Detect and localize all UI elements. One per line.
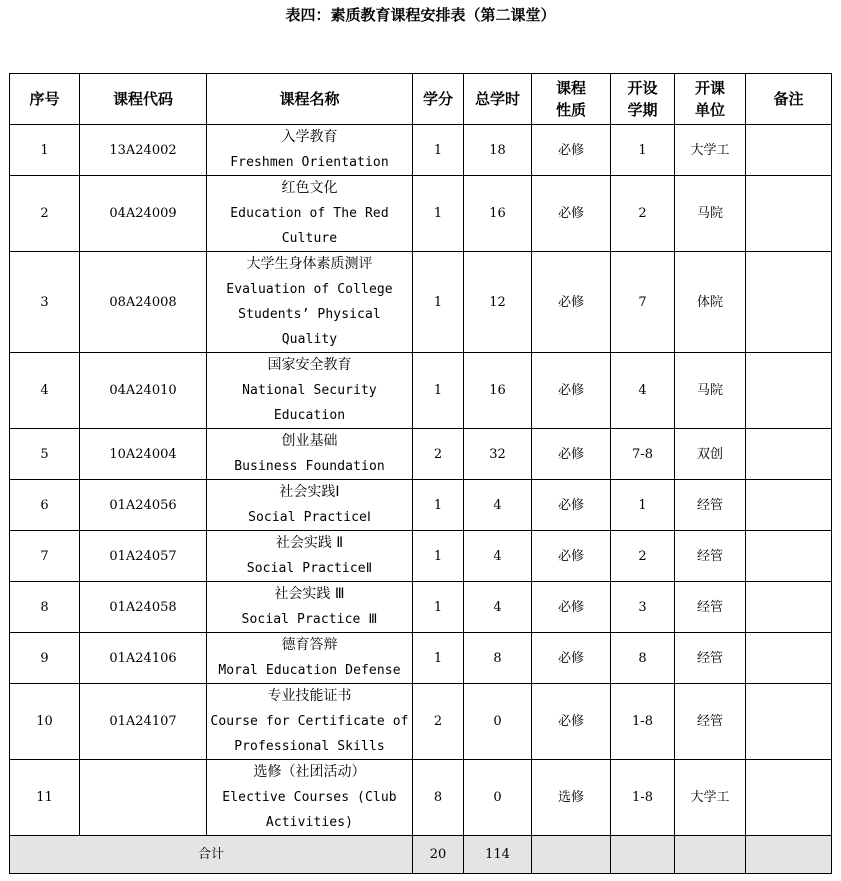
course-name-zh: 创业基础 xyxy=(281,433,338,449)
course-name-zh: 社会实践 Ⅲ xyxy=(274,586,345,602)
cell-code: 01A24107 xyxy=(80,684,207,760)
cell-remark xyxy=(746,252,832,353)
cell-credit: 1 xyxy=(413,252,464,353)
course-name-en: National Security Education xyxy=(242,383,377,423)
header-remark: 备注 xyxy=(746,74,832,125)
table-row xyxy=(10,353,832,429)
cell-nature: 必修 xyxy=(532,633,611,684)
cell-name xyxy=(207,480,413,531)
cell-hours: 16 xyxy=(464,176,532,252)
cell-remark xyxy=(746,429,832,480)
cell-seq: 6 xyxy=(10,480,80,531)
cell-remark xyxy=(746,176,832,252)
cell-remark xyxy=(746,480,832,531)
cell-code: 04A24010 xyxy=(80,353,207,429)
header-nature-line1: 课程 xyxy=(555,79,586,97)
cell-dept: 经管 xyxy=(675,480,746,531)
table-row xyxy=(10,252,832,353)
course-name-en: Evaluation of College Students’ Physical Quality xyxy=(226,282,393,347)
cell-code: 13A24002 xyxy=(80,125,207,176)
cell-term: 7 xyxy=(611,252,675,353)
table-row xyxy=(10,633,832,684)
cell-term: 1 xyxy=(611,125,675,176)
cell-term: 1 xyxy=(611,480,675,531)
cell-dept: 体院 xyxy=(675,252,746,353)
cell-dept: 马院 xyxy=(675,176,746,252)
course-table xyxy=(9,73,832,874)
cell-seq: 2 xyxy=(10,176,80,252)
cell-seq: 9 xyxy=(10,633,80,684)
cell-hours: 12 xyxy=(464,252,532,353)
cell-term: 8 xyxy=(611,633,675,684)
course-name-zh: 国家安全教育 xyxy=(267,357,352,373)
cell-name xyxy=(207,176,413,252)
table-row xyxy=(10,531,832,582)
cell-credit: 1 xyxy=(413,531,464,582)
cell-nature: 必修 xyxy=(532,531,611,582)
cell-credit: 1 xyxy=(413,176,464,252)
cell-nature: 必修 xyxy=(532,353,611,429)
course-name-en: Business Foundation xyxy=(234,459,385,474)
cell-credit: 1 xyxy=(413,353,464,429)
cell-nature: 必修 xyxy=(532,125,611,176)
cell-credit: 1 xyxy=(413,480,464,531)
total-label: 合计 xyxy=(10,836,413,874)
course-name-en: Moral Education Defense xyxy=(218,663,401,678)
cell-seq: 5 xyxy=(10,429,80,480)
cell-name xyxy=(207,252,413,353)
course-name-zh: 社会实践Ⅰ xyxy=(279,484,340,500)
table-row xyxy=(10,125,832,176)
cell-nature: 必修 xyxy=(532,684,611,760)
cell-seq: 4 xyxy=(10,353,80,429)
course-name-zh: 选修（社团活动） xyxy=(253,764,366,780)
course-name-en: Education of The Red Culture xyxy=(230,206,389,246)
cell-credit: 1 xyxy=(413,582,464,633)
table-row xyxy=(10,582,832,633)
header-dept xyxy=(675,74,746,125)
total-hours: 114 xyxy=(464,836,532,874)
total-credit: 20 xyxy=(413,836,464,874)
table-row xyxy=(10,760,832,836)
cell-credit: 2 xyxy=(413,684,464,760)
course-name-en: Freshmen Orientation xyxy=(230,155,389,170)
cell-name xyxy=(207,125,413,176)
total-nature xyxy=(532,836,611,874)
cell-dept: 马院 xyxy=(675,353,746,429)
cell-dept: 经管 xyxy=(675,531,746,582)
header-nature xyxy=(532,74,611,125)
course-name-zh: 专业技能证书 xyxy=(267,688,352,704)
cell-term: 4 xyxy=(611,353,675,429)
cell-term: 3 xyxy=(611,582,675,633)
cell-nature: 选修 xyxy=(532,760,611,836)
table-row xyxy=(10,480,832,531)
cell-term: 7-8 xyxy=(611,429,675,480)
header-credit: 学分 xyxy=(413,74,464,125)
table-row xyxy=(10,429,832,480)
cell-seq: 3 xyxy=(10,252,80,353)
cell-credit: 1 xyxy=(413,633,464,684)
cell-hours: 32 xyxy=(464,429,532,480)
header-term-line2: 学期 xyxy=(627,101,658,119)
header-term-line1: 开设 xyxy=(627,79,658,97)
cell-code: 01A24056 xyxy=(80,480,207,531)
cell-hours: 18 xyxy=(464,125,532,176)
course-name-zh: 入学教育 xyxy=(281,129,338,145)
header-dept-line1: 开课 xyxy=(694,79,725,97)
cell-seq: 10 xyxy=(10,684,80,760)
cell-name xyxy=(207,633,413,684)
cell-hours: 0 xyxy=(464,684,532,760)
cell-remark xyxy=(746,353,832,429)
cell-term: 2 xyxy=(611,531,675,582)
cell-remark xyxy=(746,760,832,836)
cell-remark xyxy=(746,125,832,176)
cell-name xyxy=(207,429,413,480)
cell-term: 2 xyxy=(611,176,675,252)
cell-code: 01A24057 xyxy=(80,531,207,582)
cell-name xyxy=(207,684,413,760)
cell-dept: 经管 xyxy=(675,684,746,760)
course-name-zh: 大学生身体素质测评 xyxy=(246,256,373,272)
table-title: 表四：素质教育课程安排表（第二课堂） xyxy=(285,6,556,24)
cell-name xyxy=(207,531,413,582)
course-name-en: Social PracticeⅡ xyxy=(246,561,373,576)
cell-dept: 大学工 xyxy=(675,760,746,836)
cell-nature: 必修 xyxy=(532,176,611,252)
course-name-en: Social PracticeⅠ xyxy=(248,510,371,525)
cell-remark xyxy=(746,531,832,582)
cell-seq: 1 xyxy=(10,125,80,176)
cell-remark xyxy=(746,633,832,684)
cell-credit: 1 xyxy=(413,125,464,176)
total-dept xyxy=(675,836,746,874)
cell-name xyxy=(207,760,413,836)
header-nature-line2: 性质 xyxy=(555,101,586,119)
cell-dept: 双创 xyxy=(675,429,746,480)
header-dept-line2: 单位 xyxy=(694,101,725,119)
course-name-zh: 社会实践 Ⅱ xyxy=(275,535,344,551)
total-remark xyxy=(746,836,832,874)
header-code: 课程代码 xyxy=(80,74,207,125)
cell-remark xyxy=(746,582,832,633)
cell-seq: 11 xyxy=(10,760,80,836)
cell-seq: 8 xyxy=(10,582,80,633)
cell-seq: 7 xyxy=(10,531,80,582)
cell-term: 1-8 xyxy=(611,760,675,836)
cell-hours: 8 xyxy=(464,633,532,684)
total-term xyxy=(611,836,675,874)
course-name-en: Course for Certificate of Professional Skills xyxy=(210,714,409,754)
header-row xyxy=(10,74,832,125)
header-hours: 总学时 xyxy=(464,74,532,125)
cell-code: 08A24008 xyxy=(80,252,207,353)
header-term xyxy=(611,74,675,125)
cell-code: 01A24058 xyxy=(80,582,207,633)
cell-hours: 4 xyxy=(464,531,532,582)
cell-code: 01A24106 xyxy=(80,633,207,684)
header-name: 课程名称 xyxy=(207,74,413,125)
cell-dept: 大学工 xyxy=(675,125,746,176)
cell-code xyxy=(80,760,207,836)
total-row xyxy=(10,836,832,874)
cell-nature: 必修 xyxy=(532,429,611,480)
course-name-zh: 红色文化 xyxy=(281,180,338,196)
cell-hours: 0 xyxy=(464,760,532,836)
table-row xyxy=(10,684,832,760)
cell-nature: 必修 xyxy=(532,480,611,531)
course-name-en: Elective Courses (Club Activities) xyxy=(222,790,397,830)
course-name-zh: 德育答辩 xyxy=(281,637,338,653)
table-row xyxy=(10,176,832,252)
cell-term: 1-8 xyxy=(611,684,675,760)
cell-hours: 16 xyxy=(464,353,532,429)
cell-nature: 必修 xyxy=(532,582,611,633)
cell-dept: 经管 xyxy=(675,633,746,684)
cell-code: 10A24004 xyxy=(80,429,207,480)
cell-credit: 8 xyxy=(413,760,464,836)
cell-remark xyxy=(746,684,832,760)
cell-hours: 4 xyxy=(464,480,532,531)
cell-name xyxy=(207,582,413,633)
cell-name xyxy=(207,353,413,429)
header-seq: 序号 xyxy=(10,74,80,125)
cell-hours: 4 xyxy=(464,582,532,633)
cell-credit: 2 xyxy=(413,429,464,480)
cell-code: 04A24009 xyxy=(80,176,207,252)
cell-nature: 必修 xyxy=(532,252,611,353)
cell-dept: 经管 xyxy=(675,582,746,633)
course-name-en: Social Practice Ⅲ xyxy=(241,612,378,627)
